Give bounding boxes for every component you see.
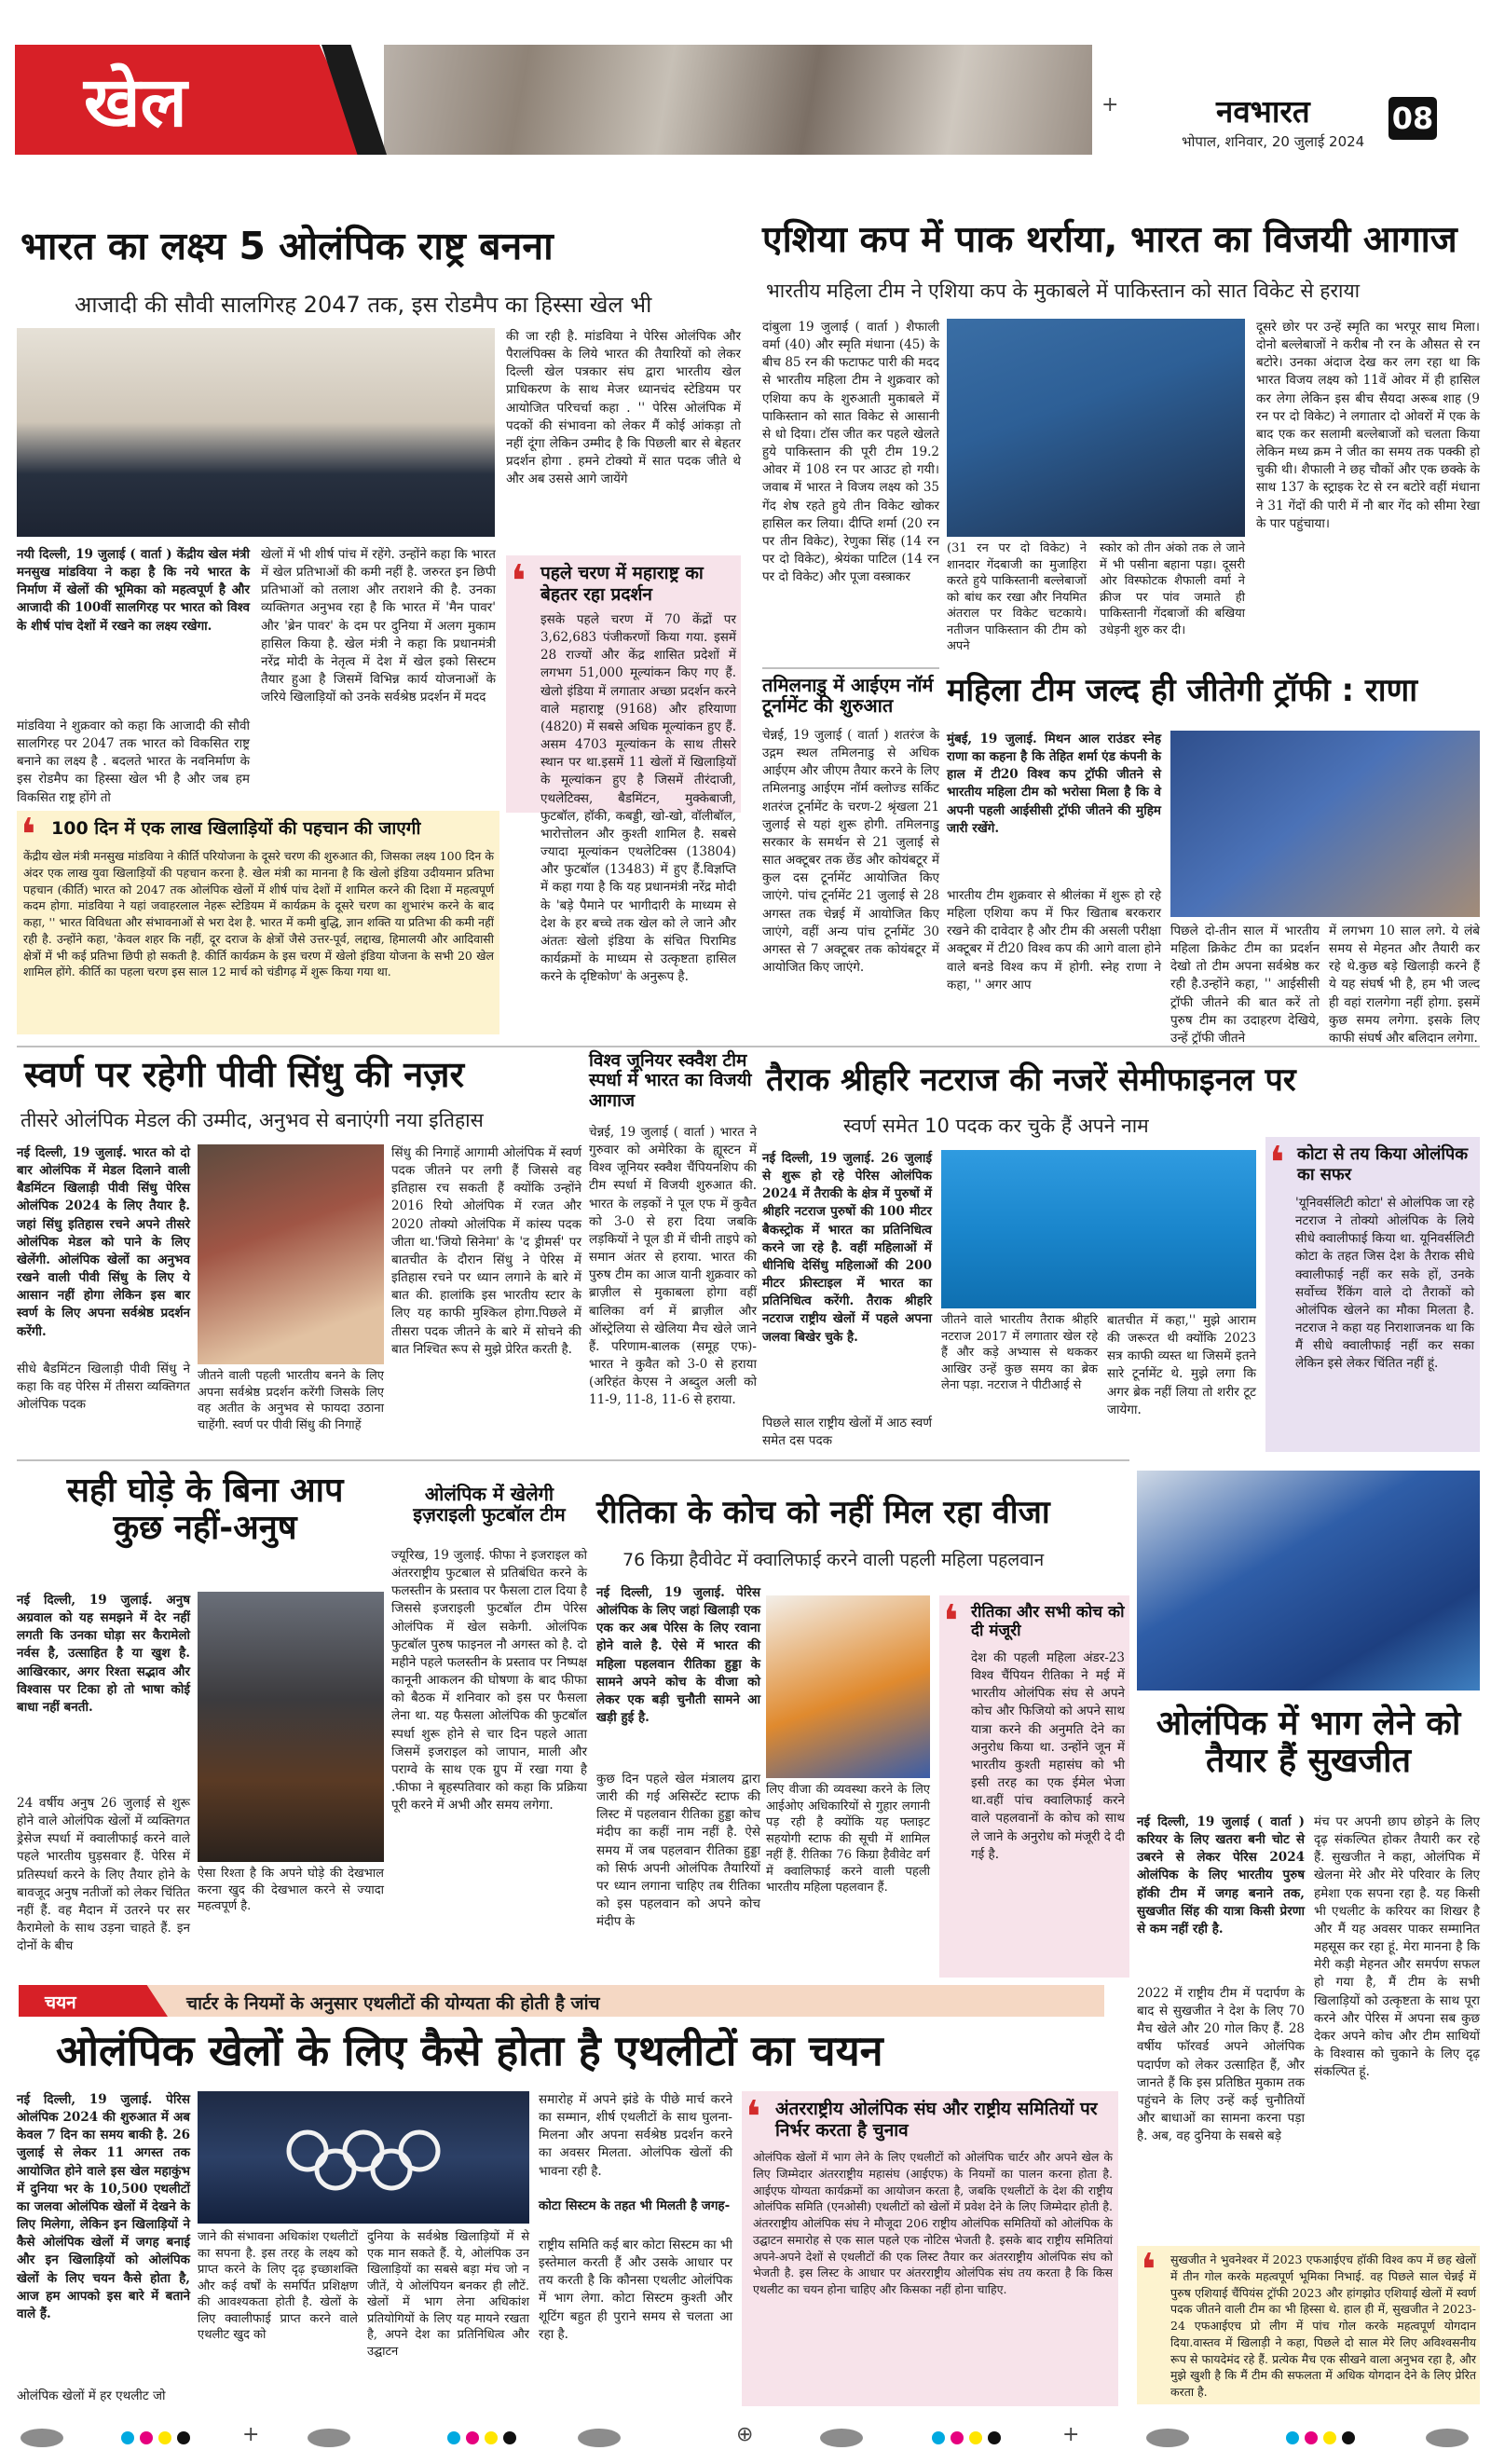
story12-caption-1: जाने की संभावना अधिकांश एथलीटों का सपना है. इस तरह के लक्ष्य को प्राप्त करने के लिए दृढ़ इच्छाशक्ति और कई वर्षों के समर्पित प्रशिक्षण की आवश्यकता होती है. खेलों के लिए क्वालीफाई प्राप्त करने वाले एथलीट खुद को — [198, 2230, 358, 2343]
pv-sindhu-photo — [198, 1144, 384, 1364]
story10-caption: लिए वीजा की व्यवस्था करने के लिए आईओए अधिकारियों से गुहार लगानी पड़ रही है क्योंकि यह फ्लाइट सहयोगी स्टाफ की सूची में शामिल नहीं हैं. रीतिका 76 किग्रा हैवीवेट वर्ग में क्वालिफाई करने वाली पहली भारतीय महिला पहलवान हैं. — [766, 1783, 930, 1896]
story6-body: चेन्नई, 19 जुलाई ( वार्ता ) भारत ने गुरुवार को अमेरिका के ह्यूस्टन में विश्व जूनियर स्क्वैश चैंपियनशिप की टीम स्पर्धा में विजयी शुरुआत की. भारत के लड़कों ने पूल एफ में कुवैत को 3-0 से हरा दिया जबकि लड़कियों ने पूल डी में चीनी ताइपे को समान अंतर से हराया. भारत की पुरुष टीम का आज यानी शुक्रवार को ब्राज़ील से मुकाबला होगा वहीं बालिका वर्ग में ब्राज़ील और ऑस्ट्रेलिया से खेलिया मैच खेले जाने हैं. परिणाम-बालक (समूह एफ)- भारत ने कुवैत को 3-0 से हराया (अरिहंत केएस ने अब्दुल अली को 11-9, 11-8, 11-6 से हराया. — [589, 1125, 757, 1408]
dateline: भोपाल, शनिवार, 20 जुलाई 2024 — [1182, 133, 1365, 150]
register-oval-icon — [820, 2429, 863, 2447]
cyan-dot-icon — [932, 2431, 945, 2444]
story1-band-body: केंद्रीय खेल मंत्री मनसुख मांडविया ने कीर्ति परियोजना के दूसरे चरण की शुरुआत की, जिसका लक्ष्य 100 दिन के अंदर एक लाख युवा खिलाड़ियों की पहचान करना है. खेल मंत्री का मानना है कि खेलो इंडिया उदीयमान प्रतिभा पहचान (कीर्ति) भारत को 2047 तक ओलंपिक खेलों में शीर्ष पांच देशों में शामिल करने की दिशा में महत्वपूर्ण कदम होगा. मांडविया ने यहां जवाहरलाल नेहरू स्टेडियम में कार्यक्रम के दूसरे चरण का शुभारंभ करने के बाद कहा, '' भारत विविधता और संभावनाओं से भरा देश है. भारत में कमी बुद्धि, ज्ञान शक्ति या प्रतिभा की कमी नहीं रही है. उन्होंने कहा, 'केवल शहर कि नहीं, दूर दराज के क्षेत्रों जैसे उत्तर-पूर्व, लद्दाख, हिमालयी और आदिवासी क्षेत्रों में भी कई प्रतिभा छिपी हो सकती है. कीर्ति कार्यक्रम के इस चरण में खेलो इंडिया योजना के सभी 20 खेल शामिल होंगे. कीर्ति का पहला चरण इस साल 12 मार्च को चंडीगढ़ में शुरू किया गया था. — [23, 849, 494, 979]
register-mark-icon: + — [1101, 93, 1119, 116]
story10-subhead: 76 किग्रा हैवीवेट में क्वालिफाई करने वाली पहली महिला पहलवान — [622, 1550, 1045, 1570]
story8-lede: नई दिल्ली, 19 जुलाई. अनुष अग्रवाल को यह समझने में देर नहीं लगती कि उनका घोड़ा सर कैरामेलो नर्वस है, उत्साहित है या खुश है. आखिरकार, अगर रिश्ता सद्भाव और विश्वास पर टिका हो तो भाषा कोई बाधा नहीं बनती. — [17, 1593, 190, 1715]
yellow-dot-icon — [158, 2431, 171, 2444]
story4-body-2: पिछले दो-तीन साल में भारतीय महिला क्रिकेट टीम का प्रदर्शन देखो तो टीम अपना सर्वश्रेष्ठ कर रही है.उन्होंने कहा, '' आईसीसी ट्रॉफी जीतने की बात करें तो पुरुष टीम का उदाहरण देखिये, उन्हें ट्रॉफी जीतने — [1170, 924, 1320, 1046]
story2-body-1: दांबुला 19 जुलाई ( वार्ता ) शैफाली वर्मा (40) और स्मृति मंधाना (45) के बीच 85 रन की फटाफट पारी की मदद से भारतीय महिला टीम ने शुक्रवार को एशिया कप के शुरुआती मुकाबले में पाकिस्तान को सात विकेट से आसानी से धो दिया। टॉस जीत कर पहले खेलते हुये पाकिस्तान की पूरी टीम 19.2 ओवर में 108 रन पर आउट हो गयी। जवाब में भारत ने विजय लक्ष्य को 35 गेंद शेष रहते हुये तीन विकेट खोकर हासिल कर लिया। दीप्ति शर्मा (20 रन पर तीन विकेट), रेणुका सिंह (14 रन पर दो विकेट), श्रेयंका पाटिल (14 रन पर दो विकेट) और पूजा वस्त्राकर — [762, 320, 939, 585]
story7-lede: नई दिल्ली, 19 जुलाई. 26 जुलाई से शुरू हो रहे पेरिस ओलंपिक 2024 में तैराकी के क्षेत्र में पुरुषों में श्रीहरि नटराज पुरुषों की 100 मीटर बैकस्ट्रोक में भारत का प्रतिनिधित्व करने जा रहे है. वहीं महिलाओं में धीनिधि देसिंधु महिलाओं की 200 मीटर फ्रीस्टाइल में भारत का प्रतिनिधित्व करेंगी. तैराक श्रीहरि नटराज राष्ट्रीय खेलों में पहले अपना जलवा बिखेर चुके है. — [762, 1151, 932, 1345]
section-tag-red — [19, 1985, 168, 2017]
cyan-dot-icon — [447, 2431, 460, 2444]
story8-caption: ऐसा रिश्ता है कि अपने घोड़े की देखभाल करना खुद की देखभाल करने से ज्यादा महत्वपूर्ण है. — [198, 1867, 384, 1914]
story7-headline: तैराक श्रीहरि नटराज की नजरें सेमीफाइनल पर — [766, 1061, 1296, 1099]
story10-box-head: रीतिका और सभी कोच को दी मंजूरी — [971, 1603, 1125, 1641]
story12-lede: नई दिल्ली, 19 जुलाई. पेरिस ओलंपिक 2024 की शुरुआत में अब केवल 7 दिन का समय बाकी है. 26 जुलाई से लेकर 11 अगस्त तक आयोजित होने वाले इस खेल महाकुंभ में दुनिया भर के 10,500 एथलीटों का जलवा ओलंपिक खेलों में देखने के लिए मिलेगा, लेकिन इन खिलाड़ियों ने कैसे ओलंपिक खेलों में जगह बनाई और इन खिलाड़ियों को ओलंपिक खेलों के लिए चयन कैसे होता है, आज हम आपको इस बारे में बताने वाले हैं. — [17, 2092, 190, 2321]
story12-body-2b: राष्ट्रीय समिति कई बार कोटा सिस्टम का भी इस्तेमाल करती हैं और उसके आधार पर तय करती है कि कौनसा एथलीट ओलंपिक में भाग लेगा. कोटा सिस्टम कुश्ती और शूटिंग बहुत ही पुराने समय से चलता आ रहा है. — [539, 2238, 732, 2342]
sports-collage-banner — [384, 45, 1092, 155]
story7-caption: जीतने वाले भारतीय तैराक श्रीहरि नटराज 2017 में लगातार खेल रहे हैं और कड़े अभ्यास से थककर आखिर उन्हें कुछ समय का ब्रेक लेना पड़ा. नटराज ने पीटीआई से — [941, 1313, 1098, 1393]
quote-mark-icon: ❛ — [746, 2091, 761, 2143]
newspaper-brand: नवभारत — [1216, 93, 1310, 130]
magenta-dot-icon — [1305, 2431, 1318, 2444]
story2-headline: एशिया कप में पाक थर्राया, भारत का विजयी आगाज — [762, 219, 1457, 261]
quote-mark-icon: ❛ — [511, 555, 527, 608]
yellow-dot-icon — [485, 2431, 498, 2444]
story6-headline: विश्व जूनियर स्क्वैश टीम स्पर्धा में भारत का विजयी आगाज — [589, 1050, 752, 1111]
quote-mark-icon: ❛ — [21, 809, 36, 861]
story9-headline: ओलंपिक में खेलेगी इज़राइली फुटबॉल टीम — [413, 1483, 566, 1526]
story1-headline: भारत का लक्ष्य 5 ओलंपिक राष्ट्र बनना — [21, 224, 554, 268]
story12-body-2: समारोह में अपने झंडे के पीछे मार्च करने का सम्मान, शीर्ष एथलीटों के साथ घुलना-मिलना और अपना सर्वश्रेष्ठ प्रदर्शन करने का अवसर मिलता. ओलंपिक खेलों की भावना रही है. — [539, 2092, 732, 2179]
divider — [17, 1046, 1480, 1047]
magenta-dot-icon — [951, 2431, 964, 2444]
story8-headline: सही घोड़े के बिना आप कुछ नहीं-अनुष — [66, 1472, 344, 1548]
story11-body-1: 2022 में राष्ट्रीय टीम में पदार्पण के बाद से सुखजीत ने देश के लिए 70 मैच खेले और 20 गोल किए हैं. 28 वर्षीय फॉरवर्ड अपने ओलंपिक पदार्पण को लेकर उत्साहित हैं, और जानते हैं कि इस प्रतिष्ठित मुकाम तक पहुंचने के लिए उन्हें कई चुनौतियों और बाधाओं का सामना करना पड़ा है. अब, वह दुनिया के सबसे बड़े — [1137, 1986, 1305, 2144]
story10-body-1: कुछ दिन पहले खेल मंत्रालय द्वारा जारी की गई असिस्टेंट स्टाफ की लिस्ट में पहलवान रीतिका हुड्डा कोच मंदीप का कहीं नाम नहीं है. ऐसे समय में जब पहलवान रीतिका हुड्डा को सिर्फ अपनी ओलंपिक तैयारियों पर ध्यान लगाना चाहिए तब रीतिका को इस पहलवान को अपने कोच मंदीप के — [596, 1772, 760, 1930]
story11-headline: ओलंपिक में भाग लेने को तैयार हैं सुखजीत — [1156, 1704, 1461, 1781]
yellow-dot-icon — [969, 2431, 982, 2444]
story11-lede: नई दिल्ली, 19 जुलाई ( वार्ता ) करियर के लिए खतरा बनी चोट से उबरने से लेकर पेरिस 2024 ओलंपिक के लिए भारतीय पुरुष हॉकी टीम में जगह बनाने तक, सुखजीत सिंह की यात्रा किसी प्रेरणा से कम नहीं रही है. — [1137, 1814, 1305, 1937]
black-dot-icon — [503, 2431, 516, 2444]
story11-box-body: सुखजीत ने भुवनेश्वर में 2023 एफआईएच हॉकी विश्व कप में छह खेलों में तीन गोल करके महत्वपूर्ण भूमिका निभाई. वह पिछले साल चेन्नई में पुरुष एशियाई चैंपियंस ट्रॉफी 2023 और हांगझोउ एशियाई खेलों में स्वर्ण पदक जीतने वाली टीम का भी हिस्सा थे. हाल ही में, सुखजीत ने 2023-24 एफआईएच प्रो लीग में पांच गोल करके महत्वपूर्ण योगदान दिया.वास्तव में खिलाड़ी ने कहा, पिछले दो साल मेरे लिए अविश्वसनीय रूप से फायदेमंद रहे हैं. प्रत्येक मैच एक सीखने वाला अनुभव रहा है, और मुझे खुशी है कि मैं टीम की सफलता में अधिक योगदान देने के लिए प्रेरित करता है. — [1170, 2252, 1476, 2399]
register-oval-icon — [21, 2429, 63, 2447]
story7-body-2: बातचीत में कहा,'' मुझे आराम की जरूरत थी क्योंकि 2023 सत्र काफी व्यस्त था जिसमें इतने सारे टूर्नामेंट थे. मुझे लगा कि अगर ब्रेक नहीं लिया तो शरीर टूट जायेगा. — [1107, 1313, 1256, 1417]
story8-body-1: 24 वर्षीय अनुष 26 जुलाई से शुरू होने वाले ओलंपिक खेलों में व्यक्तिगत ड्रेसेज स्पर्धा में क्वालीफाई करने वाले पहले भारतीय घुड़सवार हैं. पेरिस में प्रतिस्पर्धा करने के लिए तैयार होने के बावजूद अनुष नतीजों को लेकर चिंतित नहीं हैं. वह मैदान में उतरने पर सर कैरामेलो के साथ उड़ना चाहते हैं. इन दोनों के बीच — [17, 1796, 190, 1954]
story12-caption-2: दुनिया के सर्वश्रेष्ठ खिलाड़ियों में से एक मान सकते हैं. ये, ओलंपिक उन खिलाड़ियों का सबसे बड़ा मंच जो न जीतें, ये ओलंपियन बनकर ही लौटें. खेलों में भाग लेना अधिकांश प्रतियोगियों के लिए यह मायने रखता है, अपने देश का प्रतिनिधित्व और उद्घाटन — [367, 2230, 529, 2359]
story1-body-2: खेलों में भी शीर्ष पांच में रहेंगे. उन्होंने कहा कि भारत में खेल प्रतिभाओं की कमी नहीं है. जरुरत इन छिपी प्रतिभाओं को तलाश और तराशने की है. उनका व्यक्तिगत अनुभव रहा है कि भारत में 'मैन पावर' और 'ब्रेन पावर' के दम पर दुनिया में अलग मुकाम हासिल किया है. खेल मंत्री ने कहा कि प्रधानमंत्री नरेंद्र मोदी के नेतृत्व में देश में खेल इको सिस्टम तैयार हुआ है जिसमें विभिन्न कार्य योजनाओं के जरिये खिलाड़ियों को उनके सर्वश्रेष्ठ प्रदर्शन में मदद — [261, 547, 496, 705]
black-dot-icon — [988, 2431, 1001, 2444]
story1-body-1: मांडविया ने शुक्रवार को कहा कि आजादी की सौवी सालगिरह पर 2047 तक भारत को विकसित राष्ट्र बनाने का लक्ष्य है . बदलते भारत के नवनिर्माण के इस रोडमैप का हिस्सा खेल भी है और जब हम विकसित राष्ट्र होंगे तो — [17, 719, 250, 805]
olympic-rings-icon — [280, 2127, 447, 2192]
quote-mark-icon: ❛ — [943, 1595, 959, 1648]
story5-caption: जीतने वाली पहली भारतीय बनने के लिए अपना सर्वश्रेष्ठ प्रदर्शन करेंगी जिसके लिए वह अतीत के अनुभव से फायदा उठाना चाहेंगी. स्वर्ण पर पीवी सिंधु की निगाहें — [198, 1369, 384, 1432]
story2-subhead: भारतीय महिला टीम ने एशिया कप के मुकाबले में पाकिस्तान को सात विकेट से हराया — [766, 280, 1361, 302]
story7-subhead: स्वर्ण समेत 10 पदक कर चुके हैं अपने नाम — [843, 1115, 1149, 1137]
story1-box-body: इसके पहले चरण में 70 केंद्रों पर 3,62,683 पंजीकरणों किया गया. इसमें 28 राज्यों और केंद्र शासित प्रदेशों में लगभग 51,000 मूल्यांकन किए गए हैं. खेलो इंडिया में लगातार अच्छा प्रदर्शन करने वाले महाराष्ट्र (9168) और हरियाणा (4820) में सबसे अधिक मूल्यांकन हुए हैं. असम 4703 मूल्यांकन के साथ तीसरे स्थान पर था.इसमें 11 खेलों में खिलाड़ियों के मूल्यांकन हुए है जिसमें तीरंदाजी, एथलेटिक्स, बैडमिंटन, मुक्केबाजी, फुटबॉल, हॉकी, कबड्डी, खो-खो, वॉलीबॉल, भारोत्तोलन और कुश्ती शामिल है. सबसे ज्यादा मूल्यांकन एथलेटिक्स (13804) और फुटबॉल (13483) में हुए हैं.विज्ञप्ति में कहा गया है कि यह प्रधानमंत्री नरेंद्र मोदी के 'बड़े पैमाने पर भागीदारी के माध्यम से देश के हर बच्चे तक खेल को ले जाने और अंततः खेलो इंडिया के संचित पिरामिड कार्यक्रमों के माध्यम से उत्कृष्टता हासिल करने के दृष्टिकोण' के अनुरूप है. — [540, 612, 736, 985]
yellow-dot-icon — [1323, 2431, 1336, 2444]
story7-box-head: कोटा से तय किया ओलंपिक का सफर — [1297, 1144, 1469, 1184]
story7-box-body: 'यूनिवर्सलिटी कोटा' से ओलंपिक जा रहे नटराज ने तोक्यो ओलंपिक के लिये सीधे क्वालीफाई किया था. यूनिवर्सलिटी कोटा के तहत जिस देश के तैराक सीधे क्वालीफाई नहीं कर सके हों, उनके सर्वोच्च रैंकिंग वाले दो तैराकों को ओलंपिक खेलने का मौका मिलता है. नटराज ने कहा यह निराशाजनक था कि मैं सीधे क्वालीफाई नहीं कर सका लेकिन इसे लेकर चिंतित नहीं हूं. — [1295, 1196, 1474, 1372]
story4-lede: मुंबई, 19 जुलाई. मिथन आल राउंडर स्नेह राणा का कहना है कि तेहित शर्मा एंड कंपनी के हाल में टी20 विश्व कप ट्रॉफी जीतने से भारतीय महिला टीम को भरोसा मिला है कि वे अपनी पहली आईसीसी ट्रॉफी जीतने की मुहिम जारी रखेंगे. — [947, 732, 1161, 836]
story10-lede: नई दिल्ली, 19 जुलाई. पेरिस ओलंपिक के लिए जहां खिलाड़ी एक एक कर अब पेरिस के लिए रवाना होने वाले है. ऐसे में भारत की महिला पहलवान रीतिका हुड्डा के सामने अपने कोच के वीजा को लेकर एक बड़ी चुनौती सामने आ खड़ी हुई है. — [596, 1585, 760, 1726]
story5-headline: स्वर्ण पर रहेगी पीवी सिंधु की नज़र — [24, 1054, 464, 1095]
page-number: 08 — [1388, 97, 1437, 140]
quote-mark-icon: ❛ — [1141, 2244, 1156, 2296]
magenta-dot-icon — [466, 2431, 479, 2444]
register-oval-icon — [1146, 2429, 1189, 2447]
story2-caption-2: स्कोर को तीन अंको तक ले जाने में भी पसीना बहाना पड़ा। दूसरी ओर विस्फोटक शैफाली वर्मा ने क्रीज पर पांव जमाते ही पाकिस्तानी गेंदबाजों की बखिया उधेड़नी शुरु कर दी। — [1100, 541, 1245, 637]
story5-body-1: सीधे बैडमिंटन खिलाड़ी पीवी सिंधु ने कहा कि वह पेरिस में तीसरा व्यक्तिगत ओलंपिक पदक — [17, 1362, 190, 1413]
story12-box-body: ओलंपिक खेलों में भाग लेने के लिए एथलीटों को ओलंपिक चार्टर और अपने खेल के लिए जिम्मेदार अंतरराष्ट्रीय महासंघ (आईएफ) के नियमों का पालन करना होता है. आईएफ योग्यता कार्यक्रमों का आयोजन करता है, जबकि एथलीटों के देश की राष्ट्रीय ओलंपिक समिति (एनओसी) एथलीटों को खेलों में प्रवेश देने के लिए जिम्मेदार होती है. अंतरराष्ट्रीय ओलंपिक संघ ने मौजूदा 206 राष्ट्रीय ओलंपिक समितियों को ओलंपिक के उद्घाटन समारोह से एक साल पहले एक नोटिस भेजती है. इसके बाद राष्ट्रीय समितियां अपने-अपने देशों से एथलीटों की एक लिस्ट तैयार कर अंतरराष्ट्रीय ओलंपिक संघ को भेजती है. इस लिस्ट के आधार पर अंतरराष्ट्रीय ओलंपिक संघ तय करता है कि किस एथलीट का चयन होना चाहिए और किसका नहीं होना चाहिए. — [753, 2150, 1113, 2296]
equestrian-horse-photo — [198, 1592, 384, 1862]
divider — [762, 667, 939, 669]
story1-band-head: 100 दिन में एक लाख खिलाड़ियों की पहचान की जाएगी — [51, 818, 421, 839]
story2-body-2: दूसरे छोर पर उन्हें स्मृति का भरपूर साथ मिला। दोनो बल्लेबाजों ने करीब नौ रन के औसत से रन बटोरे। उनका अंदाज देख कर लग रहा था कि भारत विजय लक्ष्य को 11वें ओवर में ही हासिल कर लेगा लेकिन इस बीच सैयदा अरूब शाह (9 रन पर दो विकेट) ने लगातार दो ओवरों में एक के बाद एक कर सलामी बल्लेबाजों को चलता किया लेकिन मध्य क्रम ने जीत का समय तक पक्की हो चुकी थी। शैफाली ने छह चौकों और एक छक्के के साथ 137 के स्ट्राइक रेट से रन बटोरे वहीं मंधाना ने 31 गेंदों की पारी में नौ बार गेंद को सीमा रेखा के पार पहुंचाया। — [1256, 320, 1480, 531]
register-oval-icon — [1426, 2429, 1469, 2447]
register-mark-icon: ⊕ — [736, 2423, 754, 2446]
story5-lede: नई दिल्ली, 19 जुलाई. भारत को दो बार ओलंपिक में मेडल दिलाने वाली बैडमिंटन खिलाड़ी पीवी सिंधु पेरिस ओलंपिक 2024 के लिए तैयार है. जहां सिंधु इतिहास रचने अपने तीसरे ओलंपिक मेडल को पाने के लिए खेलेंगी. ओलंपिक खेलों का अनुभव रखने वाली पीवी सिंधु के लिए ये आसान नहीं होगा लेकिन इस बार स्वर्ण के लिए अपना सर्वश्रेष्ठ प्रदर्शन करेंगी. — [17, 1145, 190, 1339]
hockey-player-photo — [1137, 1471, 1480, 1691]
story4-body-3: में लगभग 10 साल लगे. ये लंबे समय से मेहनत और तैयारी कर रहे थे.कुछ बड़े खिलाड़ी करने हैं ये यह संघर्ष भी है, हम भी जल्द ही वहां रालगेगा नहीं होगा. इसमें कुछ समय लगेगा. इसके लिए काफी संघर्ष और बलिदान लगेगा. — [1329, 924, 1480, 1046]
ministers-with-athletes-photo — [17, 328, 495, 537]
register-mark-icon: + — [242, 2423, 260, 2446]
story9-body: ज्यूरिख, 19 जुलाई. फीफा ने इजराइल को अंतरराष्ट्रीय फुटबाल से प्रतिबंधित करने के फलस्तीन के प्रस्ताव पर फैसला टाल दिया है जिससे इजराइली फुटबॉल टीम पेरिस ओलंपिक में खेल सकेगी. ओलंपिक फुटबॉल पुरुष फाइनल नौ अगस्त को है. दो महीने पहले फलस्तीन के प्रस्ताव पर निष्पक्ष कानूनी आकलन की घोषणा के बाद फीफा को बैठक में शनिवार को इस पर फैसला लेना था. यह फैसला ओलंपिक की फुटबॉल स्पर्धा शुरू होने से चार दिन पहले आता जिसमें इजराइल को जापान, माली और पराग्वे के साथ एक ग्रुप में रखा गया है .फीफा ने बृहस्पतिवार को कहा कि प्रक्रिया पूरी करने में अभी और समय लगेगा. — [391, 1548, 587, 1814]
section-title: खेल — [84, 62, 187, 143]
register-oval-icon — [308, 2429, 350, 2447]
section-banner-red — [15, 45, 369, 155]
swimmer-photo — [941, 1150, 1256, 1308]
black-dot-icon — [177, 2431, 190, 2444]
story1-box-head: पहले चरण में महाराष्ट्र का बेहतर रहा प्रदर्शन — [540, 563, 704, 605]
black-dot-icon — [1342, 2431, 1355, 2444]
story1-body-3: की जा रही है. मांडविया ने पेरिस ओलंपिक और पैरालंपिक्स के लिये भारत की तैयारियों को लेकर दिल्ली खेल पत्रकार संघ द्वारा भारतीय खेल प्राधिकरण के साथ मेजर ध्यानचंद स्टेडियम पर आयोजित परिचर्चा कहा . '' पेरिस ओलंपिक में पदकों की संभावना को लेकर मैं कोई आंकड़ा तो नहीं दूंगा लेकिन उम्मीद है कि पिछली बार से बेहतर प्रदर्शन होगा . हमने टोक्यो में सात पदक जीते थे और अब उससे आगे जायेंगे — [506, 329, 741, 487]
magenta-dot-icon — [140, 2431, 153, 2444]
cricket-players-photo — [947, 319, 1245, 537]
story7-body-1: पिछले साल राष्ट्रीय खेलों में आठ स्वर्ण समेत दस पदक — [762, 1416, 932, 1449]
story5-body-2: सिंधु की निगाहें आगामी ओलंपिक में स्वर्ण पदक जीतने पर लगी हैं जिससे वह इतिहास रच सकती हैं क्योंकि उन्होंने 2016 रियो ओलंपिक में रजत और 2020 तोक्यो ओलंपिक में कांस्य पदक जीता था.'जियो सिनेमा' के 'द ड्रीमर्स' पर बातचीत के दौरान सिंधु ने पेरिस में इतिहास रचने पर ध्यान लगाने के बारे में बात की. हालांकि इस भारतीय स्टार के लिए यह काफी मुश्किल होगा.पिछले में तीसरा पदक जीतने के बारे में सोचने की बात निश्चित रूप से मुझे प्रेरित करती है. — [391, 1145, 581, 1357]
story1-lede: नयी दिल्ली, 19 जुलाई ( वार्ता ) केंद्रीय खेल मंत्री मनसुख मांडविया ने कहा है कि नये भारत के निर्माण में खेलों की भूमिका को महत्वपूर्ण है और आजादी की 100वीं सालगिरह पर भारत को विश्व के शीर्ष पांच देशों में रखने का लक्ष्य रखेगा. — [17, 547, 250, 634]
story3-body: चेन्नई, 19 जुलाई ( वार्ता ) शतरंज के उद्गम स्थल तमिलनाडु से अधिक आईएम और जीएम तैयार करने के लिए तमिलनाडु आईएम नॉर्म क्लोज्ड सर्किट शतरंज टूर्नामेंट के चरण-2 श्रृंखला 21 जुलाई से यहां शुरू होगी. तमिलनाडु सरकार के समर्थन से 21 जुलाई से सात अक्टूबर तक छेंड और कोयंबटूर में कुल दस टूर्नामेंट आयोजित किए जाएंगे. पांच टूर्नामेंट 21 जुलाई से 28 अगस्त तक चेन्नई में आयोजित किए जाएंगे, वहीं अन्य पांच टूर्नामेंट 30 अगस्त से 7 अक्टूबर तक कोयंबटूर में आयोजित किए जाएंगे. — [762, 728, 939, 976]
story4-body-1: भारतीय टीम शुक्रवार से श्रीलंका में शुरू हो रहे महिला एशिया कप में फिर खिताब बरकरार रखने की दावेदार है और टीम की असली परीक्षा अक्टूबर में टी20 विश्व कप की आगे वाला होने वाले बनडे विश्व कप में होगी. स्नेह राणा ने कहा, '' अगर आप — [947, 888, 1161, 992]
story10-headline: रीतिका के कोच को नहीं मिल रहा वीजा — [596, 1494, 1050, 1531]
story11-body-2: मंच पर अपनी छाप छोड़ने के लिए दृढ़ संकल्पित होकर तैयारी कर रहे हैं. सुखजीत ने कहा, ओलंपिक में खेलना मेरे और मेरे परिवार के लिए हमेशा एक सपना रहा है. यह किसी भी एथलीट के करियर का शिखर है और मैं यह अवसर पाकर सम्मानित महसूस कर रहा हूं. मेरा मानना है कि मेरी कड़ी मेहनत और समर्पण सफल हो गया है, मैं टीम के सभी खिलाड़ियों को उत्कृष्टता के साथ पूरा करने और पेरिस में अपना सब कुछ देकर अपने कोच और टीम साथियों के विश्वास को चुकाने के लिए दृढ़ संकल्पित हूं. — [1314, 1814, 1480, 2080]
story12-strap: चार्टर के नियमों के अनुसार एथलीटों की योग्यता की होती है जांच — [186, 1993, 600, 2014]
sneh-rana-photo — [1170, 731, 1480, 917]
quote-mark-icon: ❛ — [1269, 1137, 1285, 1189]
story5-subhead: तीसरे ओलंपिक मेडल की उम्मीद, अनुभव से बनाएंगी नया इतिहास — [21, 1109, 484, 1131]
story12-headline: ओलंपिक खेलों के लिए कैसे होता है एथलीटों का चयन — [56, 2026, 883, 2075]
register-oval-icon — [578, 2429, 621, 2447]
story10-box-body: देश की पहली महिला अंडर-23 विश्व चैंपियन रीतिका ने मई में भारतीय ओलंपिक संघ से अपने कोच और फिजियो को अपने साथ यात्रा करने की अनुमति देने का अनुरोध किया था. उन्होंने जून में भारतीय कुश्ती महासंघ को भी इसी तरह का एक ईमेल भेजा था.वहीं पांच क्वालिफाई करने वाले पहलवानों के कोच को साथ ले जाने के अनुरोध को मंजूरी दे दी गई है. — [971, 1650, 1125, 1862]
register-mark-icon: + — [1062, 2423, 1080, 2446]
story1-subhead: आजादी की सौवी सालगिरह 2047 तक, इस रोडमैप का हिस्सा खेल भी — [75, 292, 652, 318]
story12-box-head: अंतरराष्ट्रीय ओलंपिक संघ और राष्ट्रीय समितियों पर निर्भर करता है चुनाव — [775, 2099, 1098, 2141]
section-tag: चयन — [45, 1992, 76, 2013]
story12-body-1: ओलंपिक खेलों में हर एथलीट जो — [17, 2389, 166, 2403]
divider — [17, 1459, 1129, 1461]
story3-headline: तमिलनाडु में आईएम नॉर्म टूर्नामेंट की शुरुआत — [762, 674, 934, 718]
cyan-dot-icon — [121, 2431, 134, 2444]
story2-caption-1: (31 रन पर दो विकेट) ने शानदार गेंदबाजी का मुजाहिरा करते हुये पाकिस्तानी बल्लेबाजों को बांध कर रखा और नियमित अंतराल पर विकेट चटकाये।नतीजन पाकिस्तान की टीम को अपने — [947, 541, 1087, 654]
story4-headline: महिला टीम जल्द ही जीतेगी ट्रॉफी : राणा — [947, 672, 1417, 709]
reetika-hooda-photo — [766, 1595, 930, 1778]
story12-body-2-head: कोटा सिस्टम के तहत भी मिलती है जगह- — [539, 2198, 731, 2213]
cyan-dot-icon — [1286, 2431, 1299, 2444]
